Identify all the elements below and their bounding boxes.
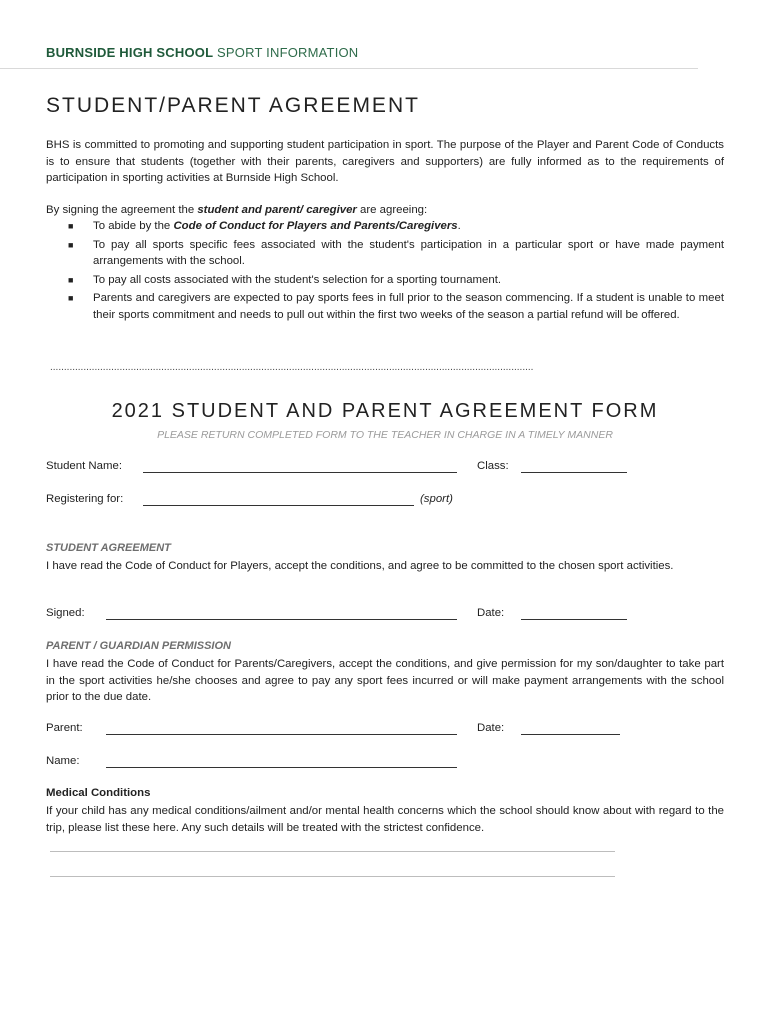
name-label: Name: bbox=[46, 755, 80, 767]
sport-field[interactable] bbox=[143, 505, 414, 506]
list-item bbox=[46, 272, 724, 289]
header-divider bbox=[0, 68, 698, 69]
list-item bbox=[46, 218, 724, 235]
class-label: Class: bbox=[477, 460, 509, 472]
bullet-1-emphasis: Code of Conduct for Players and Parents/Caregivers bbox=[173, 220, 458, 232]
parent-name-field[interactable] bbox=[106, 767, 457, 768]
intro-paragraph: BHS is committed to promoting and supporting student participation in sport. The purpose of the Player and Parent Code of Conducts is to ensure that students (together with their parents, caregivers and supporters) are fully informed as to the requirements of participation in sporting activities at Burnside High School. bbox=[46, 139, 724, 184]
parent-date-field[interactable] bbox=[521, 734, 620, 735]
bullet-icon: ■ bbox=[68, 221, 74, 231]
form-title: 2021 STUDENT AND PARENT AGREEMENT FORM bbox=[111, 400, 659, 422]
list-item bbox=[46, 290, 724, 323]
dotted-divider: .............................................................................................................................................................................. bbox=[50, 362, 534, 373]
signed-label: Signed: bbox=[46, 607, 85, 619]
bullet-4-text: Parents and caregivers are expected to pay sports fees in full prior to the season commencing. If a student is unable to meet their sports commitment and needs to pull out within the first two weeks of the season a partial refund will be offered. bbox=[93, 292, 724, 321]
date-label: Date: bbox=[477, 607, 505, 619]
parent-permission-heading: PARENT / GUARDIAN PERMISSION bbox=[46, 640, 231, 652]
signing-emphasis: student and parent/ caregiver bbox=[197, 204, 357, 216]
parent-label: Parent: bbox=[46, 722, 83, 734]
student-name-label: Student Name: bbox=[46, 460, 122, 472]
signing-statement bbox=[46, 202, 724, 219]
student-name-field[interactable] bbox=[143, 472, 457, 473]
bullet-1-prefix: To abide by the bbox=[93, 220, 174, 232]
parent-signature-field[interactable] bbox=[106, 734, 457, 735]
medical-heading: Medical Conditions bbox=[46, 787, 151, 799]
bullet-2-text: To pay all sports specific fees associated with the student's participation in a particular sport or have made payment arrangements with the school. bbox=[93, 238, 724, 267]
form-subtitle: PLEASE RETURN COMPLETED FORM TO THE TEACHER IN CHARGE IN A TIMELY MANNER bbox=[157, 429, 613, 441]
agreement-list bbox=[46, 218, 724, 325]
parent-date-label: Date: bbox=[477, 722, 505, 734]
bullet-icon: ■ bbox=[68, 274, 74, 285]
medical-text: If your child has any medical conditions/ailment and/or mental health concerns which the school should know about with regard to the trip, please list these here. Any such details will be treated with the strictest confidence. bbox=[46, 805, 724, 834]
bullet-1-suffix: . bbox=[457, 220, 461, 232]
page-title: STUDENT/PARENT AGREEMENT bbox=[46, 94, 420, 117]
registering-label: Registering for: bbox=[46, 493, 124, 505]
header-section: SPORT INFORMATION bbox=[217, 45, 359, 60]
date-field[interactable] bbox=[521, 619, 627, 620]
medical-line-1[interactable] bbox=[50, 851, 615, 852]
student-agreement-text: I have read the Code of Conduct for Players, accept the conditions, and agree to be committed to the chosen sport activities. bbox=[46, 560, 674, 572]
header bbox=[46, 45, 358, 60]
list-item bbox=[46, 237, 724, 270]
sport-suffix: (sport) bbox=[420, 493, 453, 505]
signing-prefix: By signing the agreement the bbox=[46, 204, 198, 216]
bullet-icon: ■ bbox=[68, 293, 74, 303]
class-field[interactable] bbox=[521, 472, 627, 473]
bullet-3-text: To pay all costs associated with the student's selection for a sporting tournament. bbox=[93, 273, 502, 286]
school-name: BURNSIDE HIGH SCHOOL bbox=[46, 45, 214, 60]
bullet-icon: ■ bbox=[68, 239, 74, 250]
parent-permission-text: I have read the Code of Conduct for Parents/Caregivers, accept the conditions, and give permission for my son/daughter to take part in the sport activities he/she chooses and agree to pay any sport fees incurred or will make payment arrangements with the school prior to the due date. bbox=[46, 658, 724, 703]
signature-field[interactable] bbox=[106, 619, 457, 620]
student-agreement-heading: STUDENT AGREEMENT bbox=[46, 542, 171, 554]
signing-suffix: are agreeing: bbox=[356, 204, 428, 216]
medical-line-2[interactable] bbox=[50, 876, 615, 877]
